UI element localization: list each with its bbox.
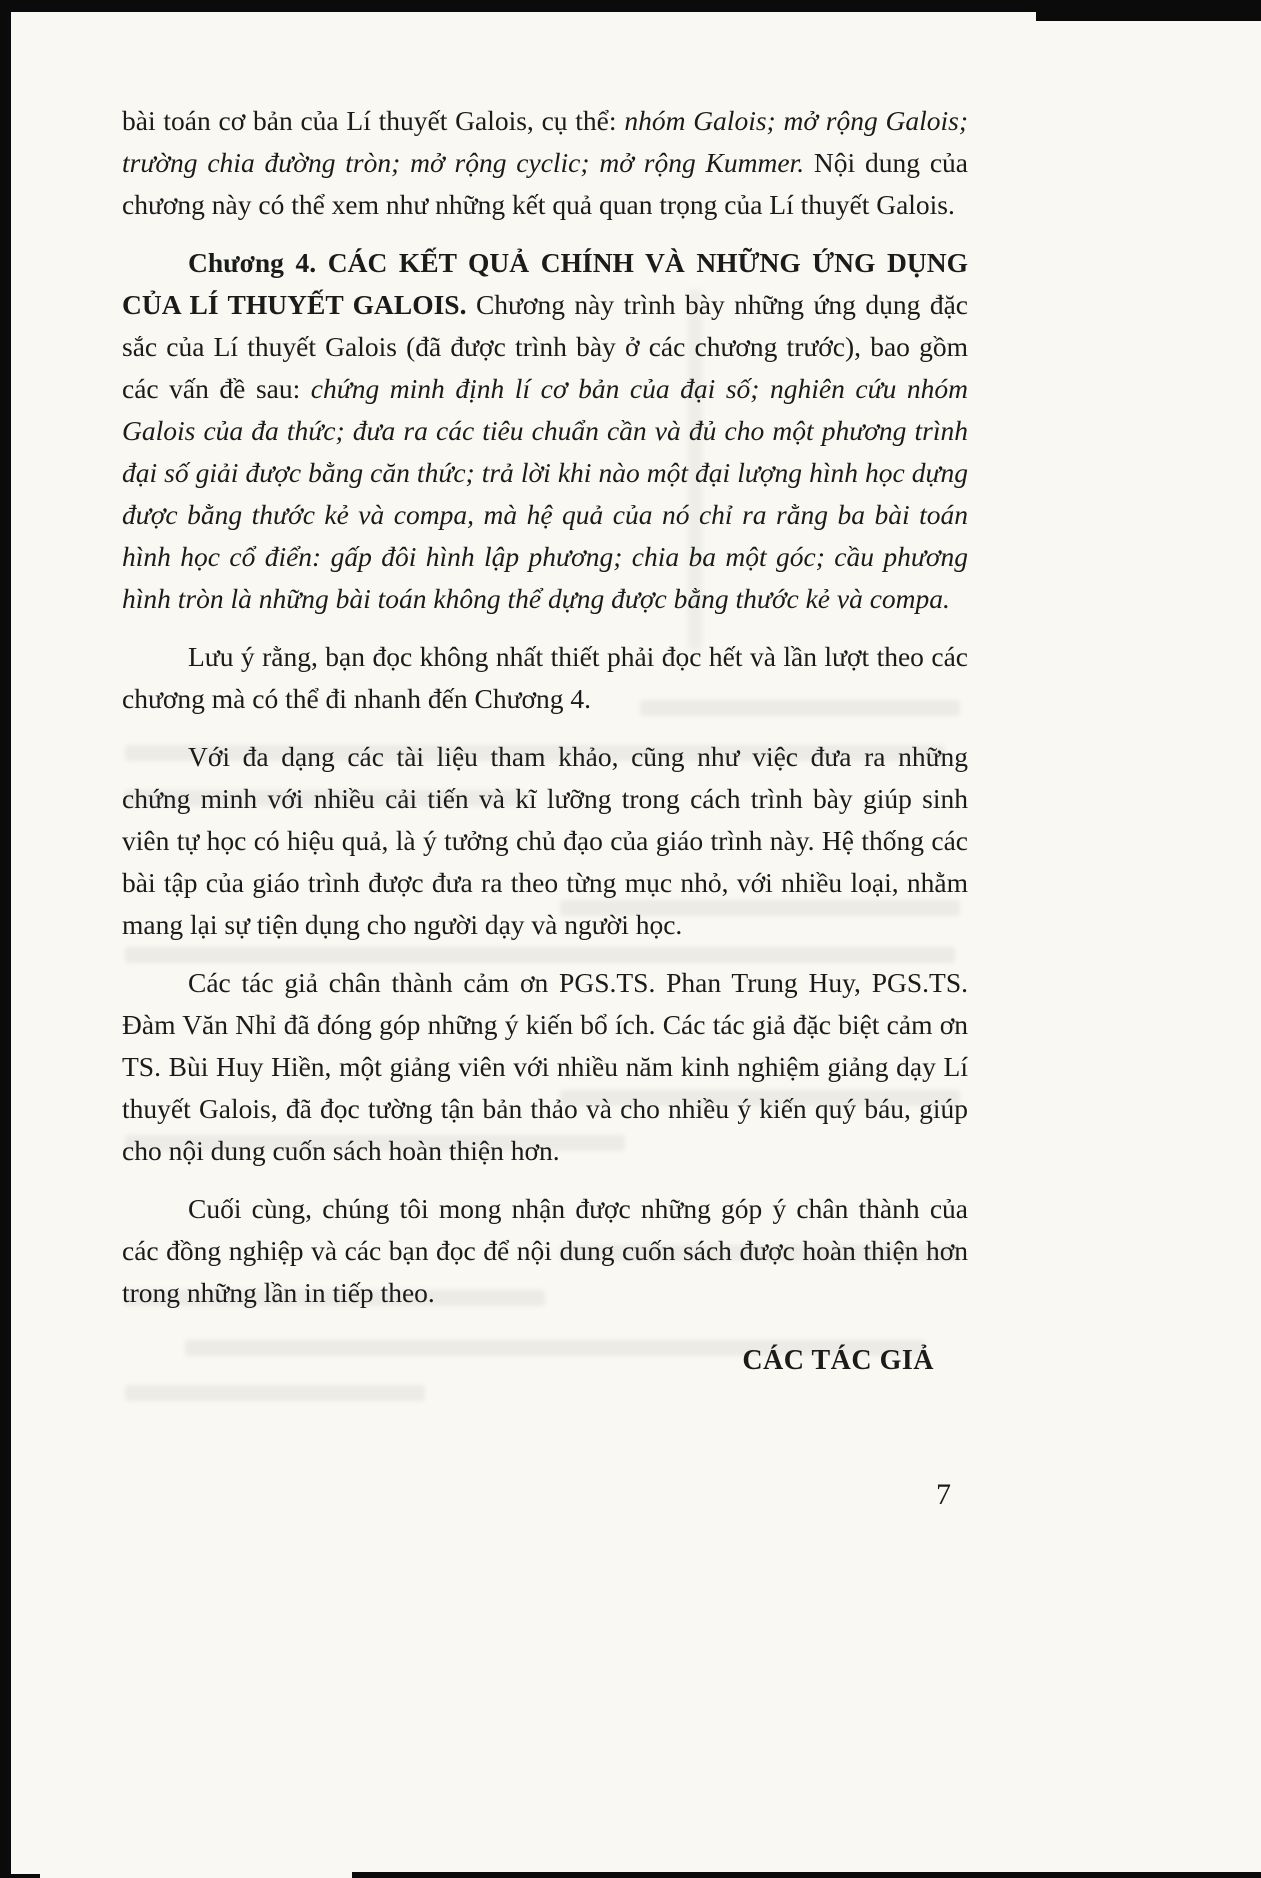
paragraph — [122, 962, 968, 1172]
text-segment: Lưu ý rằng, bạn đọc không nhất thiết phải đọc hết và lần lượt theo các chương mà có thể đi nhanh đến Chương 4. — [122, 641, 968, 714]
scan-edge-top-right — [1036, 0, 1261, 21]
paragraph — [122, 1188, 968, 1314]
page-content — [122, 100, 968, 1382]
paragraph — [122, 736, 968, 946]
scan-edge-left — [0, 0, 11, 1878]
paragraph — [122, 100, 968, 226]
paragraph — [122, 636, 968, 720]
author-signature: CÁC TÁC GIẢ — [742, 1345, 934, 1376]
text-segment: Nội dung của chương này có thể xem như những kết quả quan trọng của Lí thuyết Galois. — [122, 147, 968, 220]
text-block — [122, 100, 968, 1314]
text-segment: Chương 4. CÁC KẾT QUẢ CHÍNH VÀ NHỮNG ỨNG DỤNG CỦA LÍ THUYẾT GALOIS. — [122, 247, 968, 320]
text-segment: Với đa dạng các tài liệu tham khảo, cũng như việc đưa ra những chứng minh với nhiều cải tiến và kĩ lưỡng trong cách trình bày giúp sinh viên tự học có hiệu quả, là ý tưởng chủ đạo của giáo trình này. Hệ thống các bài tập của giáo trình được đưa ra theo từng mục nhỏ, với nhiều loại, nhằm mang lại sự tiện dụng cho người dạy và người học. — [122, 741, 968, 940]
scan-edge-bottom — [352, 1872, 1261, 1878]
text-segment: Các tác giả chân thành cảm ơn PGS.TS. Phan Trung Huy, PGS.TS. Đàm Văn Nhỉ đã đóng góp những ý kiến bổ ích. Các tác giả đặc biệt cảm ơn TS. Bùi Huy Hiền, một giảng viên với nhiều năm kinh nghiệm giảng dạy Lí thuyết Galois, đã đọc tường tận bản thảo và cho nhiều ý kiến quý báu, giúp cho nội dung cuốn sách hoàn thiện hơn. — [122, 967, 968, 1166]
text-segment: chứng minh định lí cơ bản của đại số; nghiên cứu nhóm Galois của đa thức; đưa ra các tiêu chuẩn cần và đủ cho một phương trình đại số giải được bằng căn thức; trả lời khi nào một đại lượng hình học dựng được bằng thước kẻ và compa, mà hệ quả của nó chỉ ra rằng ba bài toán hình học cổ điển: gấp đôi hình lập phương; chia ba một góc; cầu phương hình tròn là những bài toán không thể dựng được bằng thước kẻ và compa. — [122, 373, 969, 614]
scan-edge-bottom-left — [0, 1874, 40, 1878]
bleedthrough-artifact — [125, 1385, 425, 1401]
text-segment: nhóm Galois; mở rộng Galois; trường chia đường tròn; mở rộng cyclic; mở rộng Kummer. — [122, 105, 968, 178]
text-segment: Cuối cùng, chúng tôi mong nhận được những góp ý chân thành của các đồng nghiệp và các bạn đọc để nội dung cuốn sách được hoàn thiện hơn trong những lần in tiếp theo. — [122, 1193, 968, 1308]
text-segment: bài toán cơ bản của Lí thuyết Galois, cụ thể: — [122, 105, 625, 136]
paragraph — [122, 242, 968, 620]
text-segment: Chương này trình bày những ứng dụng đặc sắc của Lí thuyết Galois (đã được trình bày ở các chương trước), bao gồm các vấn đề sau: — [122, 289, 968, 404]
page-number: 7 — [936, 1478, 951, 1511]
